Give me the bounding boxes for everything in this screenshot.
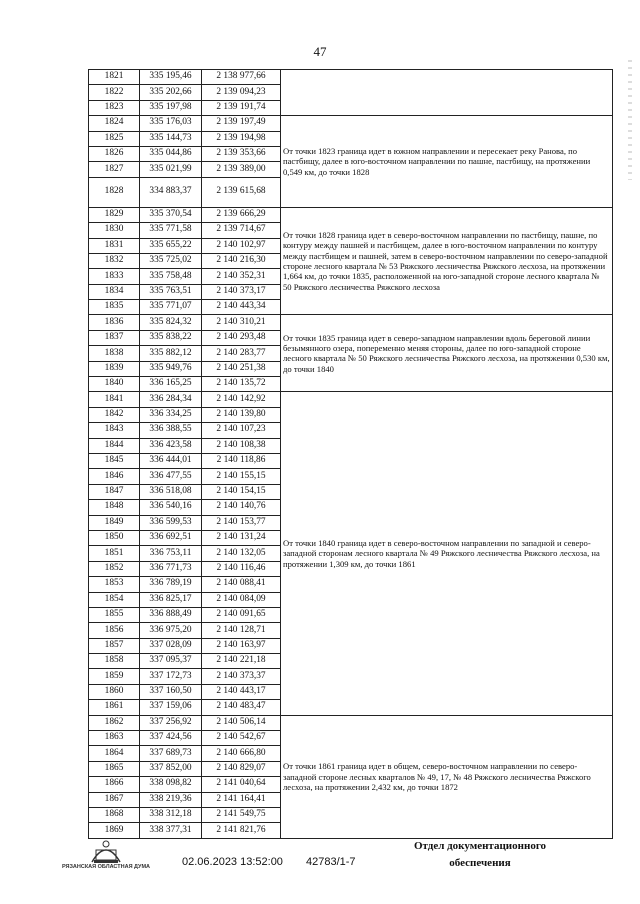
point-number-cell: 1821 xyxy=(89,70,140,85)
y-coordinate-cell: 2 140 542,67 xyxy=(202,731,281,746)
y-coordinate-cell: 2 139 191,74 xyxy=(202,100,281,115)
y-coordinate-cell: 2 141 549,75 xyxy=(202,807,281,822)
x-coordinate-cell: 335 758,48 xyxy=(140,269,202,284)
point-number-cell: 1857 xyxy=(89,638,140,653)
x-coordinate-cell: 335 197,98 xyxy=(140,100,202,115)
boundary-description-cell xyxy=(281,70,613,116)
y-coordinate-cell: 2 140 443,17 xyxy=(202,684,281,699)
x-coordinate-cell: 337 172,73 xyxy=(140,669,202,684)
x-coordinate-cell: 337 095,37 xyxy=(140,654,202,669)
x-coordinate-cell: 335 021,99 xyxy=(140,162,202,177)
y-coordinate-cell: 2 140 108,38 xyxy=(202,438,281,453)
y-coordinate-cell: 2 139 714,67 xyxy=(202,223,281,238)
x-coordinate-cell: 336 477,55 xyxy=(140,469,202,484)
y-coordinate-cell: 2 140 116,46 xyxy=(202,561,281,576)
x-coordinate-cell: 337 028,09 xyxy=(140,638,202,653)
y-coordinate-cell: 2 140 088,41 xyxy=(202,577,281,592)
x-coordinate-cell: 336 284,34 xyxy=(140,392,202,407)
x-coordinate-cell: 336 771,73 xyxy=(140,561,202,576)
boundary-description-cell: От точки 1835 граница идет в северо-западном направлении вдоль береговой линии безымянного озера, попеременно меняя стороны, далее по юго-западной стороне лесного квартала № 50 Ряжского лесничества Ряжского лесхоза, на протяжении 0,530 км, до точки 1840 xyxy=(281,315,613,392)
duma-seal-icon xyxy=(61,832,151,876)
table-row xyxy=(89,715,613,730)
margin-scan-artifact xyxy=(628,60,632,180)
point-number-cell: 1835 xyxy=(89,300,140,315)
point-number-cell: 1843 xyxy=(89,423,140,438)
y-coordinate-cell: 2 141 040,64 xyxy=(202,777,281,792)
x-coordinate-cell: 336 888,49 xyxy=(140,607,202,622)
y-coordinate-cell: 2 140 135,72 xyxy=(202,377,281,392)
point-number-cell: 1846 xyxy=(89,469,140,484)
x-coordinate-cell: 337 424,56 xyxy=(140,731,202,746)
point-number-cell: 1832 xyxy=(89,253,140,268)
point-number-cell: 1850 xyxy=(89,530,140,545)
x-coordinate-cell: 336 165,25 xyxy=(140,377,202,392)
y-coordinate-cell: 2 140 091,65 xyxy=(202,607,281,622)
point-number-cell: 1842 xyxy=(89,407,140,422)
page-number: 47 xyxy=(313,44,327,59)
x-coordinate-cell: 337 160,50 xyxy=(140,684,202,699)
y-coordinate-cell: 2 140 443,34 xyxy=(202,300,281,315)
y-coordinate-cell: 2 140 118,86 xyxy=(202,453,281,468)
point-number-cell: 1839 xyxy=(89,361,140,376)
point-number-cell: 1845 xyxy=(89,453,140,468)
y-coordinate-cell: 2 140 142,92 xyxy=(202,392,281,407)
x-coordinate-cell: 335 144,73 xyxy=(140,131,202,146)
x-coordinate-cell: 335 725,02 xyxy=(140,253,202,268)
point-number-cell: 1859 xyxy=(89,669,140,684)
point-number-cell: 1841 xyxy=(89,392,140,407)
point-number-cell: 1865 xyxy=(89,761,140,776)
y-coordinate-cell: 2 140 216,30 xyxy=(202,253,281,268)
y-coordinate-cell: 2 140 373,17 xyxy=(202,284,281,299)
point-number-cell: 1848 xyxy=(89,500,140,515)
y-coordinate-cell: 2 140 373,37 xyxy=(202,669,281,684)
table-row xyxy=(89,116,613,131)
x-coordinate-cell: 337 159,06 xyxy=(140,700,202,715)
coordinates-table-container xyxy=(88,69,613,839)
point-number-cell: 1851 xyxy=(89,546,140,561)
y-coordinate-cell: 2 139 666,29 xyxy=(202,207,281,222)
x-coordinate-cell: 335 824,32 xyxy=(140,315,202,330)
y-coordinate-cell: 2 140 483,47 xyxy=(202,700,281,715)
point-number-cell: 1836 xyxy=(89,315,140,330)
x-coordinate-cell: 335 195,46 xyxy=(140,70,202,85)
y-coordinate-cell: 2 140 310,21 xyxy=(202,315,281,330)
point-number-cell: 1855 xyxy=(89,607,140,622)
footer-department xyxy=(400,838,560,871)
y-coordinate-cell: 2 140 132,05 xyxy=(202,546,281,561)
y-coordinate-cell: 2 140 163,97 xyxy=(202,638,281,653)
y-coordinate-cell: 2 140 139,80 xyxy=(202,407,281,422)
boundary-description-cell: От точки 1823 граница идет в южном направлении и пересекает реку Ранова, по пастбищу, далее в юго-восточном направлении по пашне, пастбищу, на протяжении 0,549 км, до точки 1828 xyxy=(281,116,613,208)
point-number-cell: 1860 xyxy=(89,684,140,699)
point-number-cell: 1854 xyxy=(89,592,140,607)
y-coordinate-cell: 2 141 821,76 xyxy=(202,823,281,838)
x-coordinate-cell: 338 098,82 xyxy=(140,777,202,792)
y-coordinate-cell: 2 140 153,77 xyxy=(202,515,281,530)
table-row xyxy=(89,70,613,85)
y-coordinate-cell: 2 139 615,68 xyxy=(202,177,281,207)
point-number-cell: 1831 xyxy=(89,238,140,253)
y-coordinate-cell: 2 140 102,97 xyxy=(202,238,281,253)
y-coordinate-cell: 2 140 352,31 xyxy=(202,269,281,284)
y-coordinate-cell: 2 139 353,66 xyxy=(202,146,281,161)
point-number-cell: 1833 xyxy=(89,269,140,284)
x-coordinate-cell: 336 753,11 xyxy=(140,546,202,561)
x-coordinate-cell: 336 388,55 xyxy=(140,423,202,438)
footer-document-number: 42783/1-7 xyxy=(306,856,356,868)
y-coordinate-cell: 2 141 164,41 xyxy=(202,792,281,807)
point-number-cell: 1827 xyxy=(89,162,140,177)
y-coordinate-cell: 2 139 389,00 xyxy=(202,162,281,177)
svg-text:РЯЗАНСКАЯ ОБЛАСТНАЯ ДУМА: РЯЗАНСКАЯ ОБЛАСТНАЯ ДУМА xyxy=(61,864,151,870)
x-coordinate-cell: 336 975,20 xyxy=(140,623,202,638)
point-number-cell: 1837 xyxy=(89,330,140,345)
x-coordinate-cell: 336 423,58 xyxy=(140,438,202,453)
point-number-cell: 1856 xyxy=(89,623,140,638)
point-number-cell: 1863 xyxy=(89,731,140,746)
point-number-cell: 1847 xyxy=(89,484,140,499)
point-number-cell: 1822 xyxy=(89,85,140,100)
point-number-cell: 1840 xyxy=(89,377,140,392)
point-number-cell: 1867 xyxy=(89,792,140,807)
point-number-cell: 1844 xyxy=(89,438,140,453)
x-coordinate-cell: 336 692,51 xyxy=(140,530,202,545)
point-number-cell: 1862 xyxy=(89,715,140,730)
footer-department-line1: Отдел документационного xyxy=(413,840,547,852)
point-number-cell: 1824 xyxy=(89,116,140,131)
table-row xyxy=(89,392,613,407)
x-coordinate-cell: 335 202,66 xyxy=(140,85,202,100)
footer-datetime: 02.06.2023 13:52:00 xyxy=(182,856,283,868)
x-coordinate-cell: 335 771,07 xyxy=(140,300,202,315)
y-coordinate-cell: 2 140 128,71 xyxy=(202,623,281,638)
point-number-cell: 1869 xyxy=(89,823,140,838)
x-coordinate-cell: 338 312,18 xyxy=(140,807,202,822)
y-coordinate-cell: 2 140 140,76 xyxy=(202,500,281,515)
y-coordinate-cell: 2 140 666,80 xyxy=(202,746,281,761)
y-coordinate-cell: 2 140 829,07 xyxy=(202,761,281,776)
boundary-description-cell: От точки 1861 граница идет в общем, северо-восточном направлении по северо-западной стороне лесных кварталов № 49, 17, № 48 Ряжского лесничества Ряжского лесхоза, на протяжении 2,432 км, до точки 1872 xyxy=(281,715,613,838)
x-coordinate-cell: 335 882,12 xyxy=(140,346,202,361)
y-coordinate-cell: 2 140 293,48 xyxy=(202,330,281,345)
y-coordinate-cell: 2 140 155,15 xyxy=(202,469,281,484)
x-coordinate-cell: 336 825,17 xyxy=(140,592,202,607)
footer-department-line2: обеспечения xyxy=(449,856,511,869)
point-number-cell: 1826 xyxy=(89,146,140,161)
x-coordinate-cell: 337 256,92 xyxy=(140,715,202,730)
y-coordinate-cell: 2 140 154,15 xyxy=(202,484,281,499)
point-number-cell: 1864 xyxy=(89,746,140,761)
table-row xyxy=(89,207,613,222)
y-coordinate-cell: 2 139 194,98 xyxy=(202,131,281,146)
point-number-cell: 1838 xyxy=(89,346,140,361)
x-coordinate-cell: 335 370,54 xyxy=(140,207,202,222)
x-coordinate-cell: 336 789,19 xyxy=(140,577,202,592)
point-number-cell: 1858 xyxy=(89,654,140,669)
boundary-description-cell: От точки 1828 граница идет в северо-восточном направлении по пастбищу, пашне, по контуру между пашней и пастбищем, далее в юго-восточном направлении по контуру между пастбищем и пашней, затем в северо-восточном направлении по северо-западной стороне лесного квартала № 53 Ряжского лесничества Ряжского лесхоза, на протяжении 1,664 км, до точки 1835, расположенной на юго-западной стороне лесного квартала № 50 Ряжского лесничества Ряжского лесхоза xyxy=(281,207,613,315)
x-coordinate-cell: 335 763,51 xyxy=(140,284,202,299)
x-coordinate-cell: 337 689,73 xyxy=(140,746,202,761)
y-coordinate-cell: 2 140 221,18 xyxy=(202,654,281,669)
x-coordinate-cell: 335 771,58 xyxy=(140,223,202,238)
x-coordinate-cell: 338 377,31 xyxy=(140,823,202,838)
x-coordinate-cell: 338 219,36 xyxy=(140,792,202,807)
point-number-cell: 1861 xyxy=(89,700,140,715)
x-coordinate-cell: 335 655,22 xyxy=(140,238,202,253)
point-number-cell: 1834 xyxy=(89,284,140,299)
y-coordinate-cell: 2 140 084,09 xyxy=(202,592,281,607)
table-row xyxy=(89,315,613,330)
y-coordinate-cell: 2 140 283,77 xyxy=(202,346,281,361)
x-coordinate-cell: 335 044,86 xyxy=(140,146,202,161)
x-coordinate-cell: 335 838,22 xyxy=(140,330,202,345)
x-coordinate-cell: 335 949,76 xyxy=(140,361,202,376)
x-coordinate-cell: 336 599,53 xyxy=(140,515,202,530)
point-number-cell: 1825 xyxy=(89,131,140,146)
point-number-cell: 1868 xyxy=(89,807,140,822)
x-coordinate-cell: 337 852,00 xyxy=(140,761,202,776)
point-number-cell: 1829 xyxy=(89,207,140,222)
y-coordinate-cell: 2 139 094,23 xyxy=(202,85,281,100)
x-coordinate-cell: 336 540,16 xyxy=(140,500,202,515)
y-coordinate-cell: 2 140 251,38 xyxy=(202,361,281,376)
point-number-cell: 1823 xyxy=(89,100,140,115)
y-coordinate-cell: 2 140 506,14 xyxy=(202,715,281,730)
x-coordinate-cell: 336 518,08 xyxy=(140,484,202,499)
x-coordinate-cell: 334 883,37 xyxy=(140,177,202,207)
y-coordinate-cell: 2 139 197,49 xyxy=(202,116,281,131)
point-number-cell: 1849 xyxy=(89,515,140,530)
point-number-cell: 1852 xyxy=(89,561,140,576)
point-number-cell: 1853 xyxy=(89,577,140,592)
boundary-description-cell: От точки 1840 граница идет в северо-восточном направлении по западной и северо-западной сторонам лесного квартала № 49 Ряжского лесничества Ряжского лесхоза, на протяжении 1,309 км, до точки 1861 xyxy=(281,392,613,715)
point-number-cell: 1830 xyxy=(89,223,140,238)
y-coordinate-cell: 2 140 131,24 xyxy=(202,530,281,545)
x-coordinate-cell: 336 444,01 xyxy=(140,453,202,468)
point-number-cell: 1828 xyxy=(89,177,140,207)
y-coordinate-cell: 2 140 107,23 xyxy=(202,423,281,438)
x-coordinate-cell: 335 176,03 xyxy=(140,116,202,131)
x-coordinate-cell: 336 334,25 xyxy=(140,407,202,422)
y-coordinate-cell: 2 138 977,66 xyxy=(202,70,281,85)
coordinates-table xyxy=(88,69,613,839)
point-number-cell: 1866 xyxy=(89,777,140,792)
